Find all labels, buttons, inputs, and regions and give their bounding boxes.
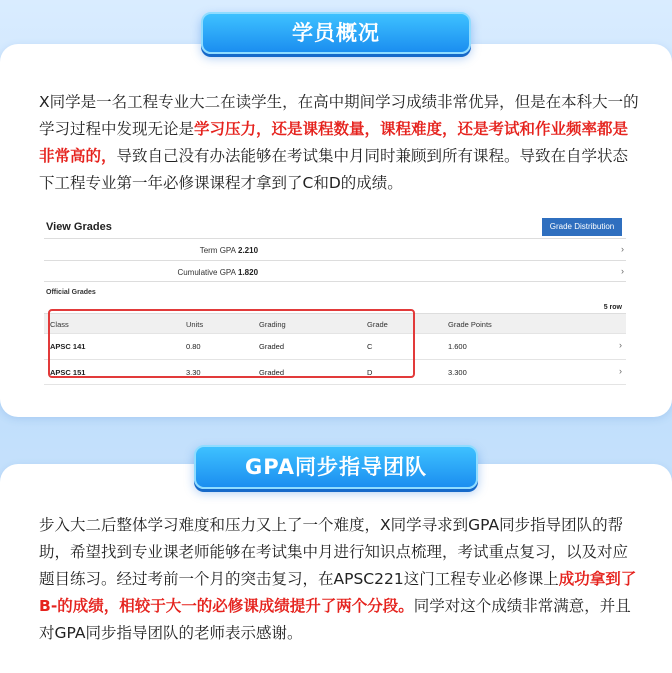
- class-cell: APSC 151: [50, 368, 86, 377]
- cumulative-gpa-value: 1.820: [238, 268, 259, 277]
- class-cell: APSC 141: [50, 342, 86, 351]
- grading-cell: Graded: [259, 368, 285, 377]
- units-cell: 3.30: [186, 368, 201, 377]
- team-text-part1: 步入大二后整体学习难度和压力又上了一个难度，X同学寻求到GPA同步指导团队的帮助，希望找到专业课老师能够在考试集中月进行知识点梳理，考试重点复习，以及对应题目练习。经过考前一个月的突击复习，在APSC221这门工程专业必修课上: [39, 516, 629, 588]
- highlight-box: [48, 309, 415, 378]
- col-class: Class: [50, 320, 69, 329]
- grading-cell: Graded: [259, 342, 285, 351]
- rows-count: 5 row: [603, 304, 622, 311]
- gpa-team-paragraph: [39, 512, 642, 647]
- official-grades-label: Official Grades: [46, 289, 96, 296]
- col-grading: Grading: [259, 320, 286, 329]
- profile-text-part2: 导致自己没有办法能够在考试集中月同时兼顾到所有课程。导致在自学状态下工程专业第一年必修课课程才拿到了C和D的成绩。: [39, 147, 629, 192]
- profile-text-part1: X同学是一名工程专业大二在读学生，在高中期间学习成绩非常优异，但是在本科大一的学习过程中发现无论是: [39, 93, 639, 138]
- col-grade-points: Grade Points: [448, 320, 492, 329]
- term-gpa-row[interactable]: [44, 238, 626, 260]
- grade-cell: C: [367, 342, 373, 351]
- chevron-right-icon: ›: [621, 266, 624, 276]
- team-text-highlight: 成功拿到了B-的成绩，相较于大一的必修课成绩提升了两个分段。: [39, 570, 637, 615]
- col-grade: Grade: [367, 320, 388, 329]
- col-units: Units: [186, 320, 204, 329]
- grades-screenshot: [44, 215, 626, 385]
- chevron-right-icon: ›: [619, 340, 622, 350]
- grade-points-cell: 3.300: [448, 368, 467, 377]
- chevron-right-icon: ›: [621, 244, 624, 254]
- student-profile-paragraph: [39, 89, 642, 197]
- section-title-gpa-team: GPA同步指导团队: [194, 445, 478, 489]
- view-grades-title: View Grades: [46, 221, 112, 233]
- cumulative-gpa-label: Cumulative GPA: [177, 268, 236, 277]
- grade-cell: D: [367, 368, 373, 377]
- units-cell: 0.80: [186, 342, 201, 351]
- grade-distribution-button[interactable]: Grade Distribution: [542, 218, 622, 236]
- profile-text-highlight: 学习压力，还是课程数量，课程难度，还是考试和作业频率都是非常高的，: [39, 120, 629, 165]
- term-gpa-label: Term GPA: [199, 246, 236, 255]
- cumulative-gpa-row[interactable]: [44, 260, 626, 282]
- section-title-student-profile: 学员概况: [201, 12, 471, 54]
- term-gpa-value: 2.210: [238, 246, 259, 255]
- team-text-part2: 同学对这个成绩非常满意，并且对GPA同步指导团队的老师表示感谢。: [39, 597, 631, 642]
- grade-points-cell: 1.600: [448, 342, 467, 351]
- chevron-right-icon: ›: [619, 366, 622, 376]
